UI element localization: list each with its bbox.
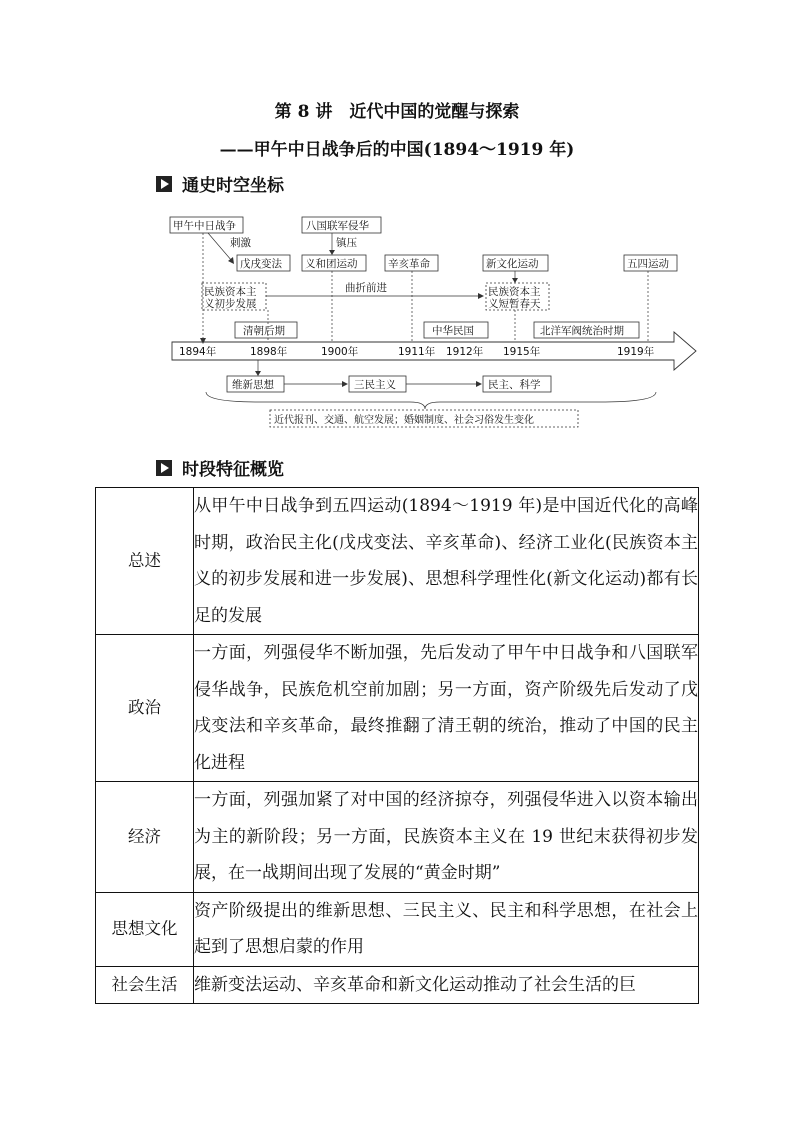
economy-later-line2: 义短暂春天 (488, 298, 541, 310)
row-label: 总述 (96, 488, 194, 635)
lecture-subtitle: ——甲午中日战争后的中国(1894～1919 年) (219, 140, 575, 160)
event-label-wuxu-reform: 戊戌变法 (240, 258, 282, 270)
event-label-xinhai-revolution: 辛亥革命 (388, 258, 430, 270)
event-label-boxer-movement: 义和团运动 (305, 258, 358, 270)
relation-stimulate: 刺激 (230, 237, 251, 249)
play-icon (156, 460, 172, 476)
economy-later-line1: 民族资本主 (488, 286, 541, 298)
table-row (96, 782, 699, 893)
lecture-title: 第 8 讲 近代中国的觉醒与探索 (274, 102, 520, 122)
event-label-sino-japanese-war: 甲午中日战争 (173, 220, 236, 232)
row-label: 政治 (96, 635, 194, 782)
event-label-eight-nation-alliance: 八国联军侵华 (306, 220, 369, 232)
overview-table (95, 487, 699, 1004)
relation-suppress: 镇压 (336, 237, 357, 249)
thought-reform: 维新思想 (232, 379, 274, 391)
table-row (96, 488, 699, 635)
timeline-diagram (0, 0, 794, 440)
table-row (96, 892, 699, 966)
row-label: 经济 (96, 782, 194, 893)
year-1915: 1915年 (503, 346, 541, 358)
year-1911: 1911年 (398, 346, 436, 358)
period-beiyang: 北洋军阀统治时期 (540, 325, 624, 337)
economy-early-line1: 民族资本主 (204, 286, 257, 298)
row-label: 思想文化 (96, 892, 194, 966)
relation-progress: 曲折前进 (345, 282, 387, 294)
period-late-qing: 清朝后期 (243, 325, 285, 337)
event-label-may-fourth-movement: 五四运动 (627, 258, 669, 270)
row-text: 一方面，列强侵华不断加强，先后发动了甲午中日战争和八国联军侵华战争，民族危机空前加剧；另一方面，资产阶级先后发动了戊戌变法和辛亥革命，最终推翻了清王朝的统治，推动了中国的民主化进程 (194, 635, 699, 782)
society-note: 近代报刊、交通、航空发展；婚姻制度、社会习俗发生变化 (274, 415, 534, 426)
row-text: 一方面，列强加紧了对中国的经济掠夺，列强侵华进入以资本输出为主的新阶段；另一方面，民族资本主义在 19 世纪末获得初步发展，在一战期间出现了发展的“黄金时期” (194, 782, 699, 893)
year-1898: 1898年 (250, 346, 288, 358)
row-text: 维新变法运动、辛亥革命和新文化运动推动了社会生活的巨 (194, 966, 699, 1004)
section-heading-overview (156, 455, 284, 480)
year-1919: 1919年 (617, 346, 655, 358)
row-text: 从甲午中日战争到五四运动(1894～1919 年)是中国近代化的高峰时期，政治民主化(戊戌变法、辛亥革命)、经济工业化(民族资本主义的初步发展和进一步发展)、思想科学理性化(新文化运动)都有长足的发展 (194, 488, 699, 635)
year-1900: 1900年 (321, 346, 359, 358)
thought-democracy-science: 民主、科学 (488, 379, 541, 391)
row-text: 资产阶级提出的维新思想、三民主义、民主和科学思想，在社会上起到了思想启蒙的作用 (194, 892, 699, 966)
event-label-new-culture-movement: 新文化运动 (486, 258, 539, 270)
section-heading-text: 时段特征概览 (182, 460, 284, 480)
economy-early-line2: 义初步发展 (204, 298, 257, 310)
thought-three-principles: 三民主义 (354, 379, 396, 391)
year-1912: 1912年 (446, 346, 484, 358)
row-label: 社会生活 (96, 966, 194, 1004)
period-roc: 中华民国 (432, 325, 474, 337)
table-row (96, 966, 699, 1004)
section-heading-text: 通史时空坐标 (182, 176, 284, 196)
table-row (96, 635, 699, 782)
year-1894: 1894年 (179, 346, 217, 358)
